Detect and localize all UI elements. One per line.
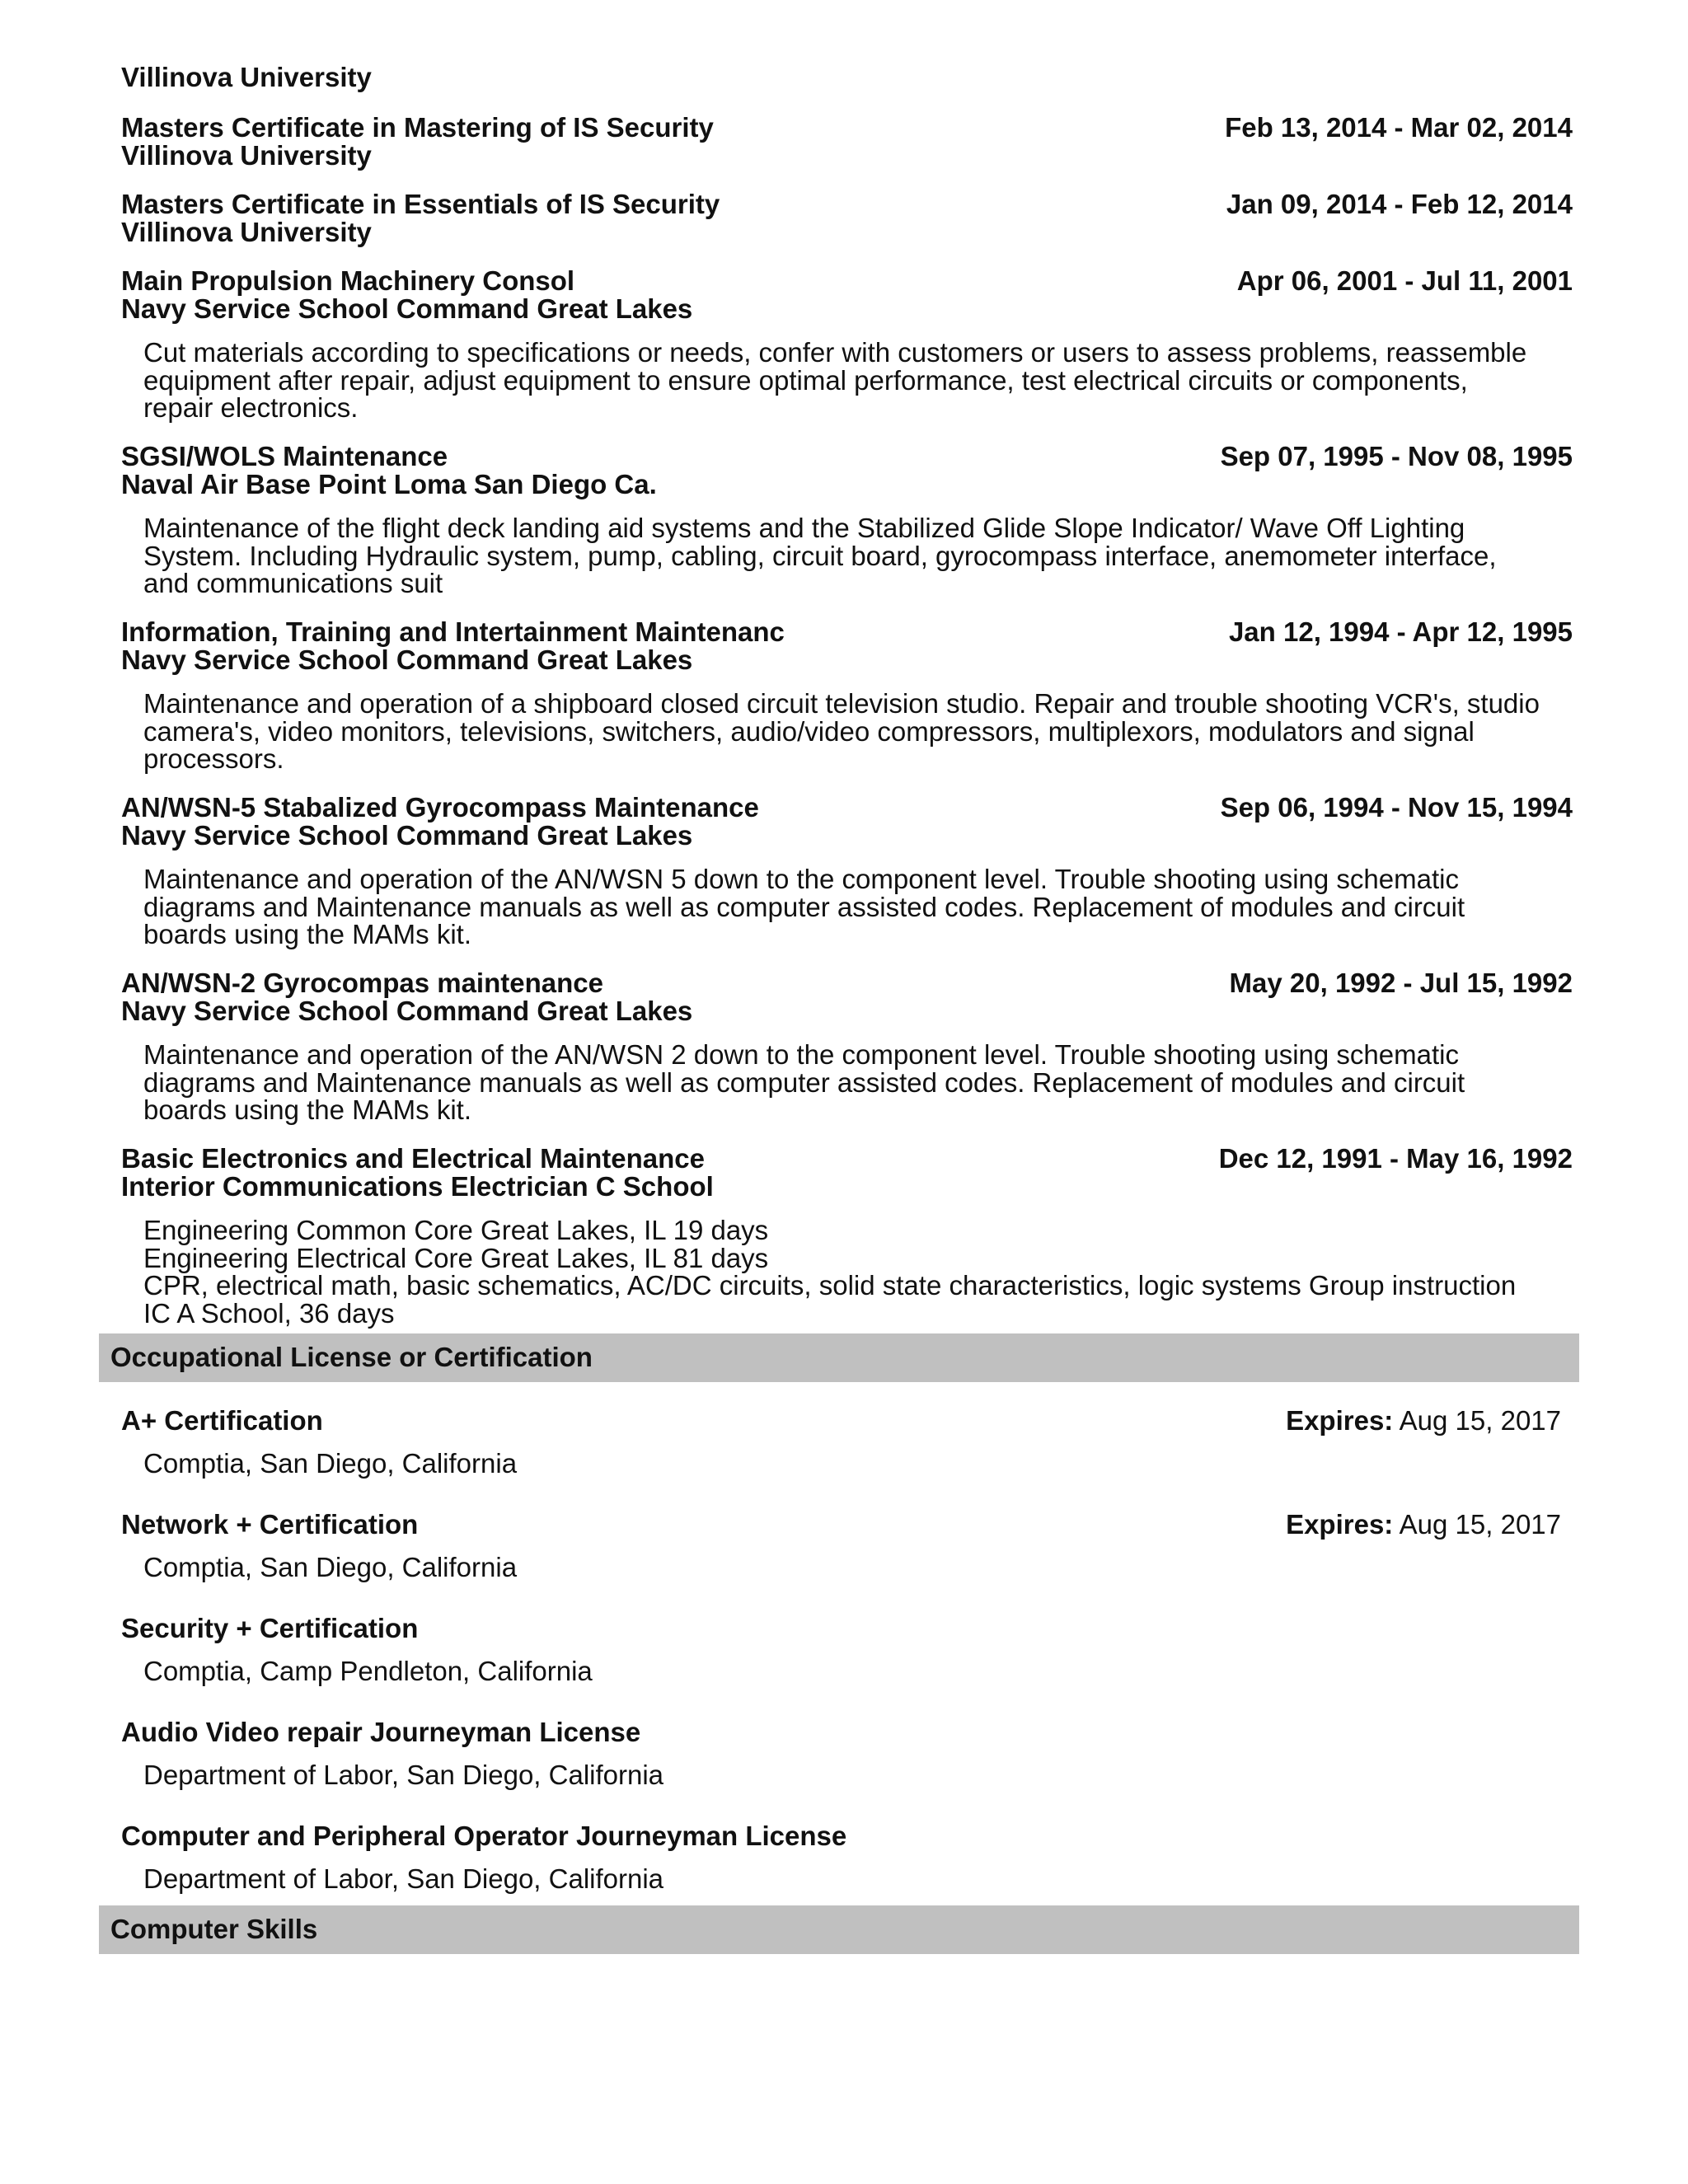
entry-title: Main Propulsion Machinery Consol (121, 265, 575, 296)
entry-org: Naval Air Base Point Loma San Diego Ca. (121, 469, 657, 499)
entry-dates: Sep 06, 1994 - Nov 15, 1994 (1220, 792, 1573, 823)
description-line: processors. (143, 743, 284, 774)
entry-org: Navy Service School Command Great Lakes (121, 293, 693, 324)
section-header-licenses (99, 1333, 1579, 1382)
license-title: Security + Certification (121, 1613, 419, 1643)
description-line: Maintenance and operation of a shipboard closed circuit television studio. Repair and trouble shooting VCR's, studio (143, 688, 1540, 719)
entry-title: SGSI/WOLS Maintenance (121, 441, 448, 471)
description-line: CPR, electrical math, basic schematics, AC/DC circuits, solid state characteristics, logic systems Group instruction (143, 1270, 1517, 1301)
entry-dates: Jan 12, 1994 - Apr 12, 1995 (1228, 616, 1573, 647)
entry-dates: Apr 06, 2001 - Jul 11, 2001 (1236, 265, 1573, 296)
entry-dates: Feb 13, 2014 - Mar 02, 2014 (1225, 112, 1573, 143)
entry-title: AN/WSN-5 Stabalized Gyrocompass Maintenance (121, 792, 759, 823)
description-line: diagrams and Maintenance manuals as well as computer assisted codes. Replacement of modules and circuit (143, 1066, 1465, 1098)
education-entry (121, 1145, 1573, 1327)
description-line: Cut materials according to specifications or needs, confer with customers or users to assess problems, reassemble (143, 337, 1527, 368)
education-entry (121, 443, 1573, 598)
entry-description (143, 1216, 1578, 1327)
description-line: Maintenance of the flight deck landing aid systems and the Stabilized Glide Slope Indicator/ Wave Off Lighting (143, 513, 1465, 543)
section-title: Occupational License or Certification (110, 1342, 593, 1372)
entry-org: Navy Service School Command Great Lakes (121, 996, 693, 1026)
description-line: System. Including Hydraulic system, pump, cabling, circuit board, gyrocompass interface, anemometer interface, (143, 540, 1497, 571)
description-line: repair electronics. (143, 392, 359, 423)
license-title: Network + Certification (121, 1509, 419, 1540)
education-top-org-block (121, 63, 1573, 91)
education-entry (121, 794, 1573, 949)
education-entry (121, 267, 1573, 422)
section-header-computer-skills (99, 1905, 1579, 1954)
expires-label: Expires: (1286, 1405, 1394, 1436)
license-item (121, 1718, 1561, 1789)
license-location: Department of Labor, San Diego, California (143, 1760, 664, 1790)
description-line: camera's, video monitors, televisions, switchers, audio/video compressors, multiplexors, modulators and signal (143, 715, 1475, 747)
entry-dates: Jan 09, 2014 - Feb 12, 2014 (1226, 189, 1573, 219)
license-location: Comptia, San Diego, California (143, 1448, 518, 1479)
license-item (121, 1511, 1561, 1582)
entry-title: Masters Certificate in Mastering of IS Security (121, 112, 714, 143)
entry-description (143, 514, 1578, 598)
license-location: Comptia, San Diego, California (143, 1552, 518, 1582)
education-entry (121, 190, 1573, 246)
license-item (121, 1822, 1561, 1893)
description-line: Maintenance and operation of the AN/WSN 5 down to the component level. Trouble shooting using schematic (143, 864, 1459, 894)
expires-date: Aug 15, 2017 (1399, 1405, 1561, 1436)
entry-title: Masters Certificate in Essentials of IS Security (121, 189, 720, 219)
expires-label: Expires: (1286, 1509, 1394, 1540)
entry-org: Villinova University (121, 140, 372, 171)
entry-org: Villinova University (121, 217, 372, 247)
description-line: Maintenance and operation of the AN/WSN 2 down to the component level. Trouble shooting using schematic (143, 1039, 1459, 1070)
entry-description (143, 690, 1578, 773)
license-expires (1286, 1511, 1561, 1539)
license-title: A+ Certification (121, 1405, 323, 1436)
description-line: equipment after repair, adjust equipment to ensure optimal performance, test electrical circuits or components, (143, 364, 1468, 396)
description-line: Engineering Common Core Great Lakes, IL 19 days (143, 1215, 769, 1245)
license-location: Department of Labor, San Diego, California (143, 1863, 664, 1894)
license-item (121, 1615, 1561, 1685)
entry-dates: Dec 12, 1991 - May 16, 1992 (1218, 1143, 1573, 1174)
license-title: Computer and Peripheral Operator Journeyman License (121, 1821, 847, 1851)
education-entry (121, 969, 1573, 1124)
description-line: IC A School, 36 days (143, 1297, 395, 1329)
entry-title: Information, Training and Intertainment Maintenanc (121, 616, 785, 647)
entry-description (143, 1041, 1578, 1124)
license-title: Audio Video repair Journeyman License (121, 1717, 641, 1747)
education-entry (121, 618, 1573, 773)
description-line: diagrams and Maintenance manuals as well as computer assisted codes. Replacement of modules and circuit (143, 891, 1465, 922)
entry-dates: May 20, 1992 - Jul 15, 1992 (1229, 968, 1573, 998)
entry-org: Interior Communications Electrician C School (121, 1171, 714, 1202)
license-location: Comptia, Camp Pendleton, California (143, 1656, 593, 1686)
entry-title: Basic Electronics and Electrical Maintenance (121, 1143, 705, 1174)
education-top-org: Villinova University (121, 62, 372, 92)
entry-dates: Sep 07, 1995 - Nov 08, 1995 (1220, 441, 1573, 471)
expires-date: Aug 15, 2017 (1399, 1509, 1561, 1540)
license-expires (1286, 1407, 1561, 1435)
entry-description (143, 865, 1578, 949)
license-item (121, 1407, 1561, 1478)
entry-title: AN/WSN-2 Gyrocompas maintenance (121, 968, 603, 998)
description-line: and communications suit (143, 568, 443, 598)
description-line: boards using the MAMs kit. (143, 1094, 471, 1125)
entry-org: Navy Service School Command Great Lakes (121, 820, 693, 851)
description-line: Engineering Electrical Core Great Lakes, IL 81 days (143, 1242, 769, 1273)
education-entry (121, 114, 1573, 170)
section-title: Computer Skills (110, 1914, 318, 1944)
entry-org: Navy Service School Command Great Lakes (121, 644, 693, 675)
entry-description (143, 339, 1578, 422)
description-line: boards using the MAMs kit. (143, 919, 471, 949)
